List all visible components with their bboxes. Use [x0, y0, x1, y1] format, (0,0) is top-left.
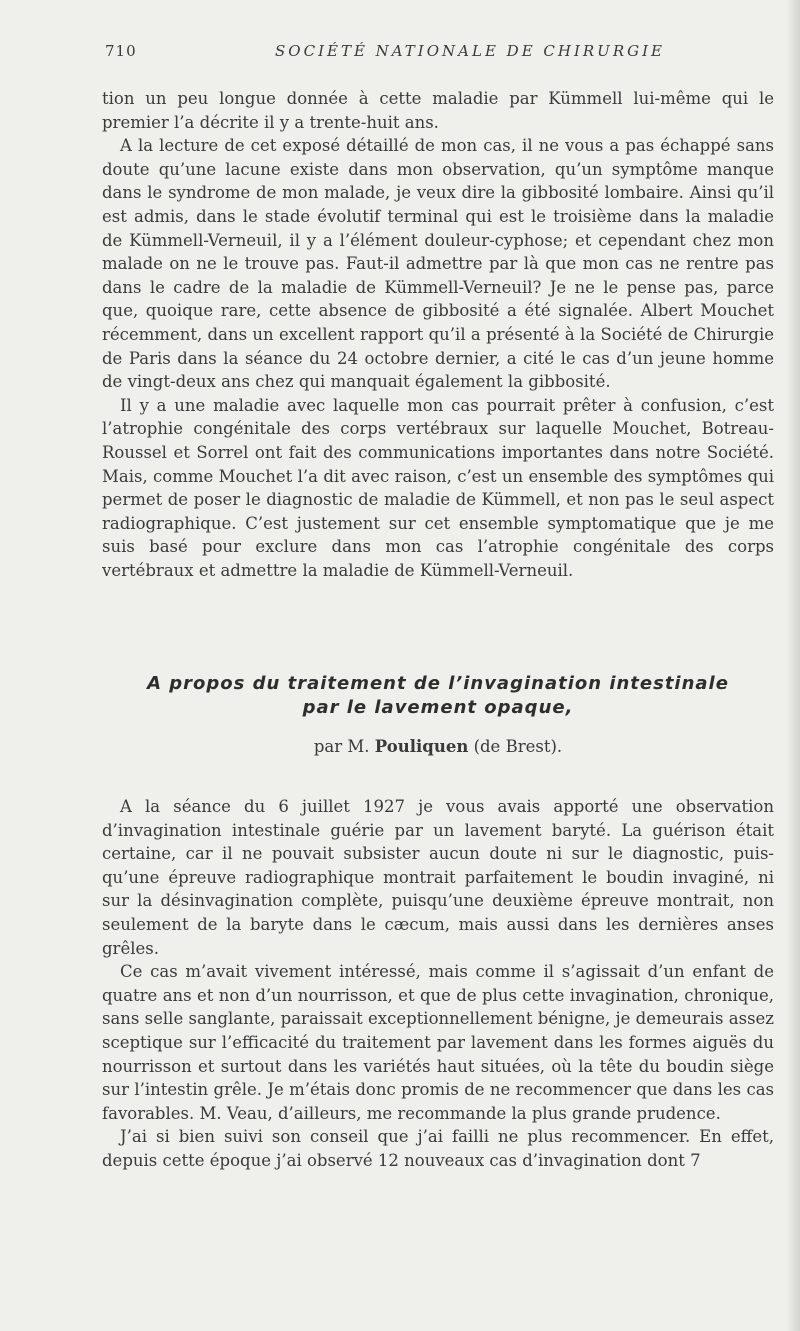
paragraph: J’ai si bien suivi son conseil que j’ai failli ne plus recommencer. En effet, depuis cette époque j’ai observé 12 nouveaux cas d’invagination dont 7	[102, 1127, 774, 1170]
byline	[102, 737, 774, 756]
previous-article-text	[102, 87, 774, 582]
page-edge-shadow	[786, 0, 800, 1331]
byline-prefix: par M.	[313, 737, 370, 756]
byline-suffix: (de Brest).	[473, 737, 563, 756]
paragraph: Il y a une maladie avec laquelle mon cas pourrait prêter à confusion, c’est l’atrophie congénitale des corps vertébraux sur laquelle Mouchet, Botreau-Roussel et Sorrel ont fait des communications importantes dans notre Société. Mais, comme Mouchet l’a dit avec raison, c’est un ensemble des symptômes qui permet de poser le diagnostic de maladie de Kümmell, et non pas le seul aspect radiographique. C’est justement sur cet ensemble symptomatique que je me suis basé pour exclure dans mon cas l’atrophie congénitale des corps vertébraux et admettre la maladie de Kümmell-Verneuil.	[102, 395, 774, 580]
journal-title: SOCIÉTÉ NATIONALE DE CHIRURGIE	[275, 42, 665, 60]
article-body	[102, 795, 774, 1173]
article-title-line-1: A propos du traitement de l’invagination intestinale	[147, 673, 729, 694]
author-name: Pouliquen	[374, 737, 469, 756]
article-title-line-2: par le lavement opaque,	[302, 697, 574, 718]
paragraph: Ce cas m’avait vivement intéressé, mais comme il s’agissait d’un enfant de quatre ans et non d’un nourrisson, et que de plus cette invagination, chronique, sans selle sanglante, paraissait exceptionnellement bénigne, je demeurais assez sceptique sur l’efficacité du traitement par lavement dans les formes aiguës du nourrisson et surtout dans les variétés haut situées, où la tête du boudin siège sur l’intestin grêle. Je m’étais donc promis de ne recommencer que dans les cas favorables. M. Veau, d’ailleurs, me recommande la plus grande prudence.	[102, 962, 774, 1123]
article-title	[102, 672, 774, 720]
paragraph: A la lecture de cet exposé détaillé de mon cas, il ne vous a pas échappé sans doute qu’une lacune existe dans mon observation, qu’un symptôme manque dans le syndrome de mon malade, je veux dire la gibbosité lombaire. Ainsi qu’il est admis, dans le stade évolutif terminal qui est le troisième dans la maladie de Kümmell-Verneuil, il y a l’élément douleur-cyphose; et cependant chez mon malade on ne le trouve pas. Faut-il admettre par là que mon cas ne rentre pas dans le cadre de la maladie de Kümmell-Verneuil? Je ne le pense pas, parce que, quoique rare, cette absence de gibbosité a été signalée. Albert Mouchet récemment, dans un excellent rapport qu’il a présenté à la Société de Chirurgie de Paris dans la séance du 24 octobre dernier, a cité le cas d’un jeune homme de vingt-deux ans chez qui manquait également la gibbosité.	[102, 136, 774, 392]
running-head	[105, 42, 775, 66]
paragraph: A la séance du 6 juillet 1927 je vous avais apporté une observation d’invagination intestinale guérie par un lavement baryté. La guérison était certaine, car il ne pouvait subsister aucun doute ni sur le diagnostic, puisqu’une épreuve radiographique montrait parfaitement le boudin invaginé, ni sur la désinvagination complète, puisqu’une deuxième épreuve montrait, non seulement de la baryte dans le cæcum, mais aussi dans les dernières anses grêles.	[102, 797, 774, 958]
paragraph: tion un peu longue donnée à cette maladie par Kümmell lui-même qui le premier l’a décrite il y a trente-huit ans.	[102, 89, 774, 132]
page-number: 710	[105, 42, 137, 60]
